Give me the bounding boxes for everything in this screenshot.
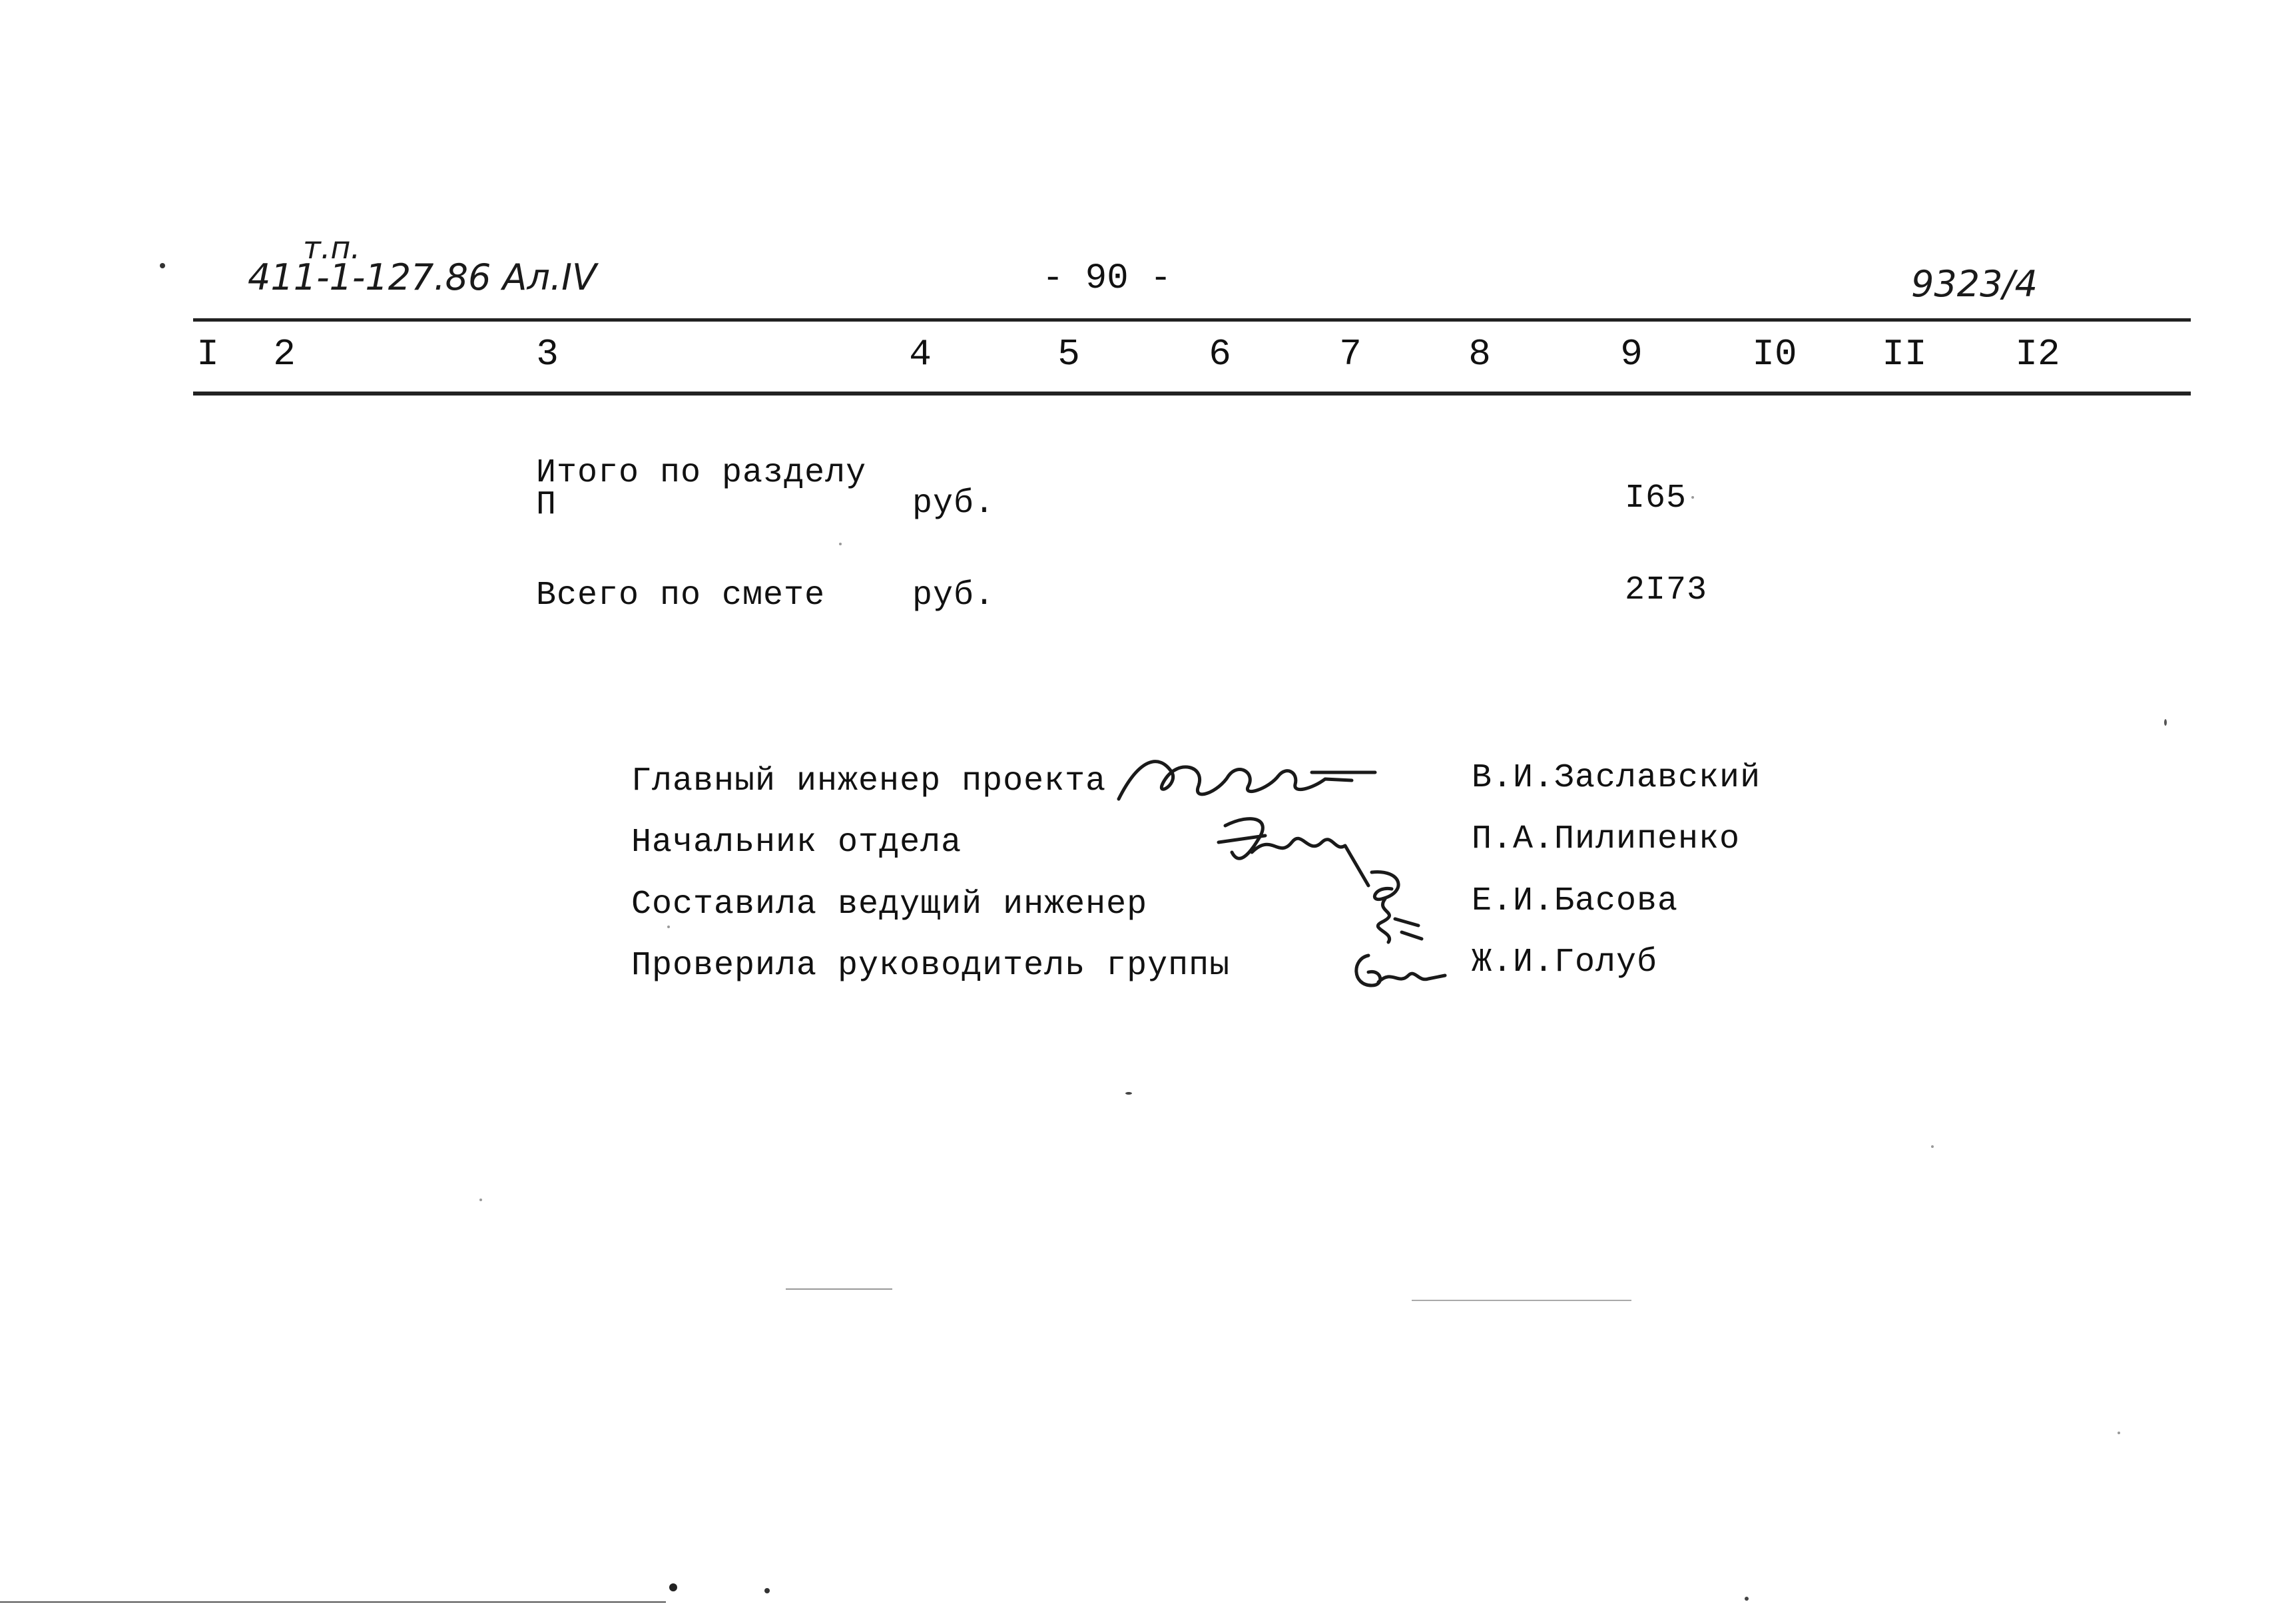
signature-mark-group-leader <box>1348 946 1448 999</box>
speck <box>839 543 842 545</box>
speck <box>2118 1432 2120 1434</box>
row-label: Всего по смете <box>536 577 826 615</box>
signature-role: Составила ведущий инженер <box>631 886 1148 924</box>
page-number: - 90 - <box>1042 258 1172 299</box>
signature-role: Проверила руководитель группы <box>631 947 1231 985</box>
header-bottom-rule <box>193 392 2191 396</box>
archive-number: 9323/4 <box>1911 263 2038 305</box>
speck <box>1931 1145 1934 1148</box>
column-number: I2 <box>2015 333 2060 376</box>
speck <box>667 926 670 928</box>
signature-mark-chief-engineer <box>1112 746 1392 812</box>
column-number: 3 <box>536 333 559 376</box>
signature-role: Начальник отдела <box>631 824 962 862</box>
column-number: I0 <box>1752 333 1797 376</box>
row-label: Итого по разделу <box>536 454 867 492</box>
column-number: II <box>1882 333 1927 376</box>
speck <box>479 1199 482 1201</box>
signature-role: Главный инженер проекта <box>631 762 1107 800</box>
column-number: 9 <box>1620 333 1643 376</box>
speck <box>1745 1597 1749 1601</box>
speck <box>764 1588 770 1593</box>
speck <box>160 263 165 268</box>
row-value: I65 <box>1625 479 1687 517</box>
signature-name: Ж.И.Голуб <box>1472 944 1658 981</box>
column-number: 7 <box>1339 333 1362 376</box>
column-number: 4 <box>909 333 932 376</box>
column-number: 8 <box>1468 333 1491 376</box>
footer-scan-line <box>0 1601 666 1603</box>
row-value: 2I73 <box>1625 571 1708 609</box>
doc-code-top: т.п. <box>303 230 361 266</box>
row-unit: руб. <box>912 485 996 523</box>
row-unit: руб. <box>912 577 996 615</box>
signature-name: Е.И.Басова <box>1472 882 1679 920</box>
speck <box>1691 496 1694 499</box>
header-top-rule <box>193 318 2191 322</box>
speck <box>1125 1092 1132 1095</box>
signature-name: В.И.Заславский <box>1472 759 1761 797</box>
doc-code: 411-1-127.86 Ал.IV <box>248 256 597 298</box>
column-number: 6 <box>1209 333 1231 376</box>
signature-name: П.А.Пилипенко <box>1472 820 1741 858</box>
column-number: 2 <box>273 333 296 376</box>
dashed-scan-mark <box>1412 1300 1631 1301</box>
column-number: 5 <box>1057 333 1080 376</box>
signature-mark-lead-engineer <box>1355 866 1428 952</box>
speck <box>2164 719 2167 726</box>
dashed-scan-mark <box>786 1288 892 1290</box>
speck <box>669 1583 677 1591</box>
column-number: I <box>196 333 219 376</box>
row-label-continued: П <box>536 486 557 524</box>
signature-mark-department-head <box>1212 806 1378 892</box>
